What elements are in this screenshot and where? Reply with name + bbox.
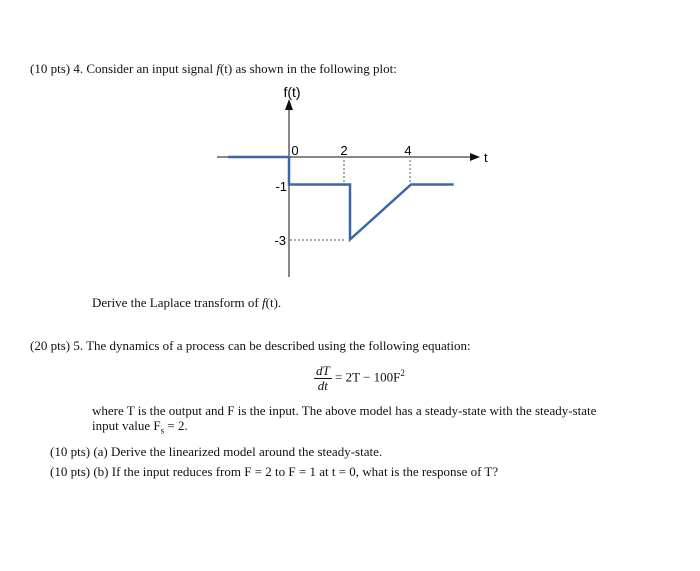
y-axis-arrow-icon: [285, 99, 293, 110]
y-axis-label: f(t): [283, 84, 301, 100]
x-tick-2: 2: [340, 143, 348, 158]
problem5-where-line1: where T is the output and F is the input. The above model has a steady-state with the steady-state: [92, 403, 597, 418]
problem4-task: Derive the Laplace transform of f(t).: [92, 295, 282, 310]
x-axis-label: t: [484, 150, 488, 165]
problem4-header: (10 pts) 4. Consider an input signal f(t) as shown in the following plot:: [30, 61, 397, 76]
x-axis-arrow-icon: [470, 153, 480, 161]
problem5-part-b: (10 pts) (b) If the input reduces from F = 2 to F = 1 at t = 0, what is the response of T?: [50, 464, 499, 479]
x-tick-0: 0: [291, 143, 299, 158]
problem5-part-a: (10 pts) (a) Derive the linearized model around the steady-state.: [50, 444, 383, 459]
problem5-where-line2: input value $F_s = 2$.: [92, 418, 188, 436]
x-tick-4: 4: [404, 143, 412, 158]
signal-line: [228, 157, 454, 240]
y-tick-minus1: -1: [275, 179, 287, 194]
problem5-equation: $\frac{dT}{dt}$ = $2T - 100F^2$: [316, 363, 405, 393]
equation-fraction: $\frac{dT}{dt}$: [316, 363, 330, 393]
y-tick-minus3: -3: [274, 233, 286, 248]
problem5-header: (20 pts) 5. The dynamics of a process can be described using the following equation:: [30, 338, 471, 353]
